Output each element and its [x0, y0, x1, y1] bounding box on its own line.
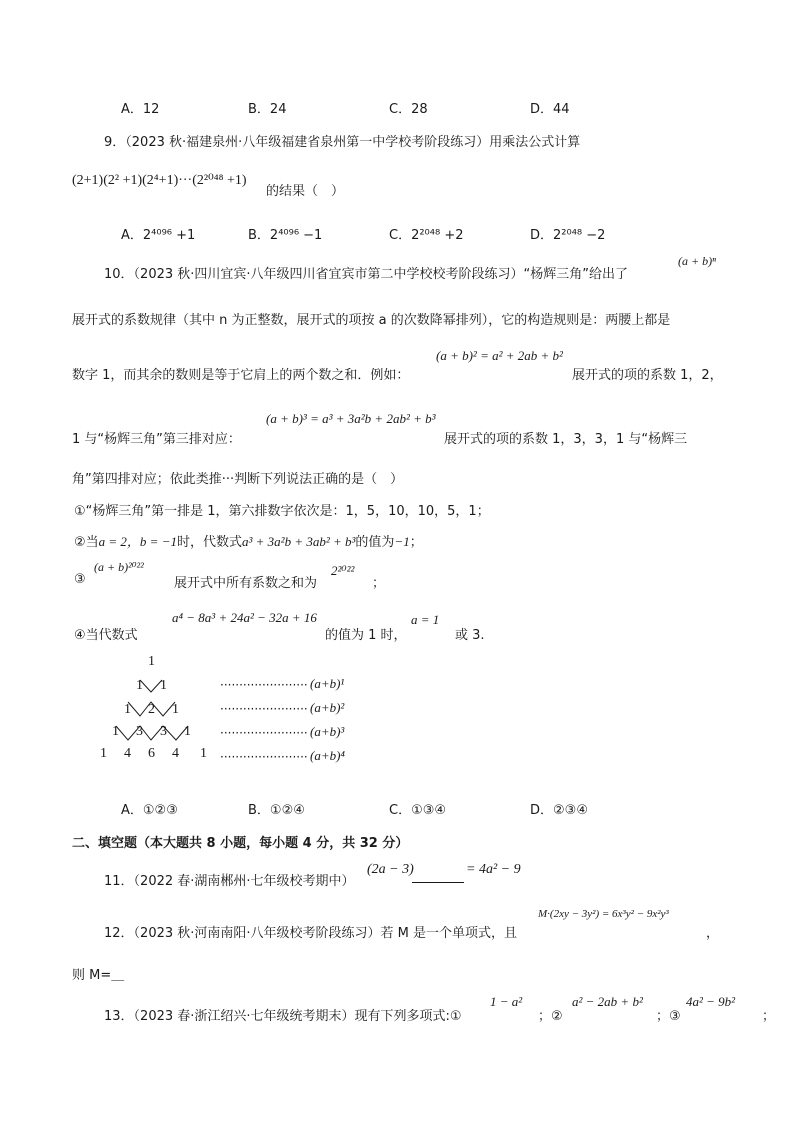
dots-row3: ·······················	[220, 702, 308, 716]
q10-s2-expression: a³ + 3a²b + 3ab² + b³	[242, 534, 356, 549]
q10-s3-text: 展开式中所有系数之和为	[174, 576, 318, 591]
dots-row2: ·······················	[220, 678, 308, 692]
q8-option-b: B．24	[248, 102, 287, 117]
q10-s3-power: 2²⁰²²	[331, 563, 355, 578]
triangle-lines	[100, 652, 240, 766]
q12-stem: 12．（2023 秋·河南南阳·八年级校考阶段练习）若 M 是一个单项式，且	[104, 926, 518, 941]
tri-row4-3: 3	[160, 724, 167, 739]
q9-option-b: B．2⁴⁰⁹⁶ −1	[248, 228, 323, 243]
tri-row5-5: 1	[200, 746, 207, 761]
q10-statement-2: ②当a = 2，b = −1时，代数式a³ + 3a²b + 3ab² + b³的值为−1；	[74, 534, 423, 550]
q10-stem-line3: 数字 1，而其余的数则是等于它肩上的两个数之和．例如：	[72, 368, 410, 383]
q11-product: = 4a² − 9	[466, 862, 521, 877]
q10-s4-value: a = 1	[411, 612, 440, 627]
tri-row3-1: 1	[124, 702, 131, 717]
q9-stem: 9．（2023 秋·福建泉州·八年级福建省泉州第一中学校考阶段练习）用乘法公式计算	[104, 135, 581, 150]
tri-row4-1: 1	[112, 724, 119, 739]
tri-row3-3: 1	[172, 702, 179, 717]
power-3: (a+b)³	[310, 724, 345, 739]
q13-poly-1: 1 − a²	[490, 994, 523, 1009]
q8-option-c: C．28	[389, 102, 428, 117]
q9-expression: (2+1)(2² +1)(2⁴+1)···(2²⁰⁴⁸ +1)	[72, 173, 247, 188]
tri-row2-2: 1	[160, 678, 167, 693]
q10-stem-line2: 展开式的系数规律（其中 n 为正整数，展开式的项按 a 的次数降幂排列），它的构造规则是：两腰上都是	[72, 313, 671, 328]
q8-option-a: A．12	[121, 102, 160, 117]
q10-s4-polynomial: a⁴ − 8a³ + 24a² − 32a + 16	[172, 610, 317, 625]
q10-s3-binomial: (a + b)²⁰²²	[94, 560, 144, 574]
power-2: (a+b)²	[310, 700, 345, 715]
q10-stem-line5: 角”第四排对应；依此类推···判断下列说法正确的是（ ）	[72, 472, 404, 487]
dots-row5: ·······················	[220, 750, 308, 764]
q10-s4-text: 的值为 1 时，	[325, 628, 407, 643]
tri-row5-3: 6	[148, 746, 155, 761]
q10-binomial: (a + b)ⁿ	[678, 254, 716, 268]
q11-factor: (2a − 3)	[367, 862, 414, 877]
q10-s2-values: a = 2，b = −1	[98, 534, 177, 549]
q10-stem-line3-end: 展开式的项的系数 1，2，	[572, 368, 723, 383]
q12-equation: M·(2xy − 3y²) = 6x³y² − 9x²y³	[538, 908, 669, 920]
q10-stem-line4: 1 与“杨辉三角”第三排对应：	[72, 432, 241, 447]
q10-s3-marker: ③	[74, 572, 86, 587]
q13-stem: 13．（2023 春·浙江绍兴·七年级统考期末）现有下列多项式:①	[104, 1009, 462, 1024]
tri-row5-1: 1	[100, 746, 107, 761]
q13-poly-3: 4a² − 9b²	[686, 994, 736, 1009]
tri-row4-4: 1	[184, 724, 191, 739]
q11-stem: 11．（2022 春·湖南郴州·七年级校考期中）	[104, 874, 355, 889]
section-fill-blank-heading: 二、填空题（本大题共 8 小题，每小题 4 分，共 32 分）	[72, 836, 409, 851]
q9-option-a: A．2⁴⁰⁹⁶ +1	[121, 228, 196, 243]
q10-cube-expansion: (a + b)³ = a³ + 3a²b + 2ab² + b³	[266, 411, 436, 426]
tri-row1-1: 1	[148, 654, 155, 669]
q10-option-c: C．①③④	[389, 803, 447, 818]
q10-stem-line4-end: 展开式的项的系数 1，3，3，1 与“杨辉三	[444, 432, 688, 447]
q10-square-expansion: (a + b)² = a² + 2ab + b²	[436, 348, 563, 363]
q12-answer-line: 则 M=＿	[72, 968, 125, 983]
q11-answer-blank[interactable]	[412, 868, 464, 883]
tri-row2-1: 1	[136, 678, 143, 693]
q10-statement-1: ①“杨辉三角”第一排是 1，第六排数字依次是：1，5，10，10，5，1；	[74, 504, 490, 519]
q10-option-d: D．②③④	[530, 803, 588, 818]
dots-row4: ·······················	[220, 726, 308, 740]
q13-poly-2: a² − 2ab + b²	[572, 994, 643, 1009]
tri-row3-2: 2	[148, 702, 155, 717]
power-4: (a+b)⁴	[310, 748, 345, 763]
q10-option-b: B．①②④	[248, 803, 305, 818]
q10-s4-marker: ④当代数式	[74, 628, 138, 643]
q9-tail: 的结果（ ）	[266, 184, 345, 199]
tri-row4-2: 3	[136, 724, 143, 739]
q10-stem-line1: 10．（2023 秋·四川宜宾·八年级四川省宜宾市第二中学校校考阶段练习）“杨辉三角”给出了	[104, 267, 628, 282]
q9-option-d: D．2²⁰⁴⁸ −2	[530, 228, 606, 243]
q8-option-d: D．44	[530, 102, 570, 117]
q9-option-c: C．2²⁰⁴⁸ +2	[389, 228, 464, 243]
power-1: (a+b)¹	[310, 676, 345, 691]
yanghui-triangle-figure	[100, 652, 240, 766]
q10-option-a: A．①②③	[121, 803, 178, 818]
tri-row5-4: 4	[172, 746, 179, 761]
tri-row5-2: 4	[124, 746, 131, 761]
